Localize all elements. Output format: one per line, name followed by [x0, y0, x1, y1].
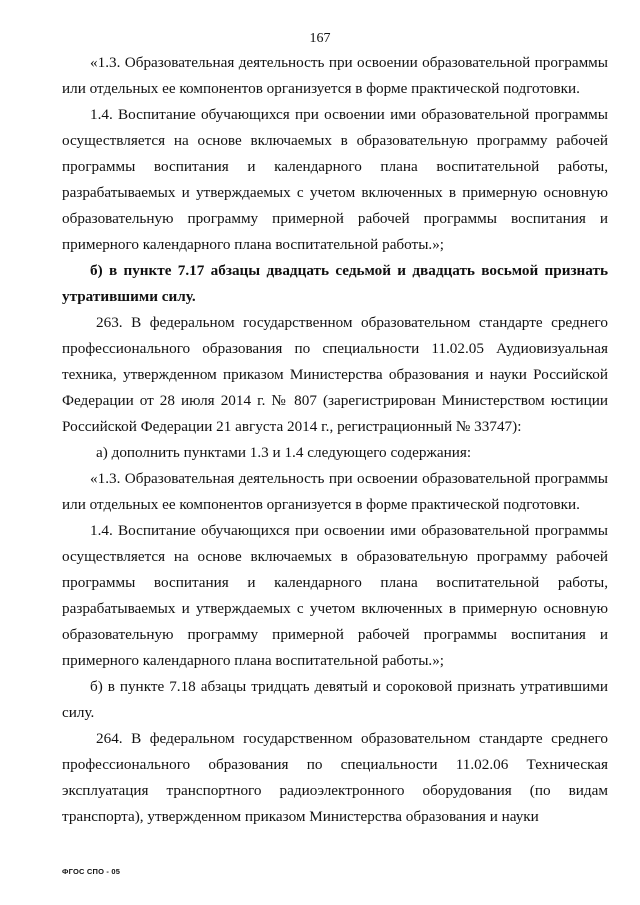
paragraph-item-a: а) дополнить пунктами 1.3 и 1.4 следующего содержания:: [96, 444, 472, 461]
paragraph-1-3-second: «1.3. Образовательная деятельность при освоении образовательной программы или отдельных ее компонентов организуется в форме практической подготовки.: [62, 470, 608, 513]
paragraph-264: 264. В федеральном государственном образовательном стандарте среднего профессионального образования по специальности 11.02.06 Техническая эксплуатация транспортного радиоэлектронного оборудования (по видам транспорта), утвержденном приказом Министерства образования и науки: [62, 730, 608, 825]
paragraph-item-b-7-18: б) в пункте 7.18 абзацы тридцать девятый и сороковой признать утратившими силу.: [62, 678, 608, 721]
footer-label: ФГОС СПО - 05: [62, 867, 121, 876]
paragraph-1-3-first: «1.3. Образовательная деятельность при освоении образовательной программы или отдельных ее компонентов организуется в форме практической подготовки.: [62, 54, 608, 97]
paragraph-1-4-first: 1.4. Воспитание обучающихся при освоении ими образовательной программы осуществляется на основе включаемых в образовательную программу рабочей программы воспитания и календарного плана воспитательной работы, разрабатываемых и утверждаемых с учетом включенных в примерную основную образовательную программу примерной рабочей программы воспитания и примерного календарного плана воспитательной работы.»;: [62, 106, 608, 253]
document-body: [62, 50, 608, 830]
paragraph-1-4-second: 1.4. Воспитание обучающихся при освоении ими образовательной программы осуществляется на основе включаемых в образовательную программу рабочей программы воспитания и календарного плана воспитательной работы, разрабатываемых и утверждаемых с учетом включенных в примерную основную образовательную программу примерной рабочей программы воспитания и примерного календарного плана воспитательной работы.»;: [62, 522, 608, 669]
paragraph-263: 263. В федеральном государственном образовательном стандарте среднего профессионального образования по специальности 11.02.05 Аудиовизуальная техника, утвержденном приказом Министерства образования и науки Российской Федерации от 28 июля 2014 г. № 807 (зарегистрирован Министерством юстиции Российской Федерации 21 августа 2014 г., регистрационный № 33747):: [62, 314, 608, 435]
paragraph-item-b-7-17: б) в пункте 7.17 абзацы двадцать седьмой и двадцать восьмой признать утратившими силу.: [62, 262, 608, 305]
page-number: 167: [309, 31, 331, 46]
